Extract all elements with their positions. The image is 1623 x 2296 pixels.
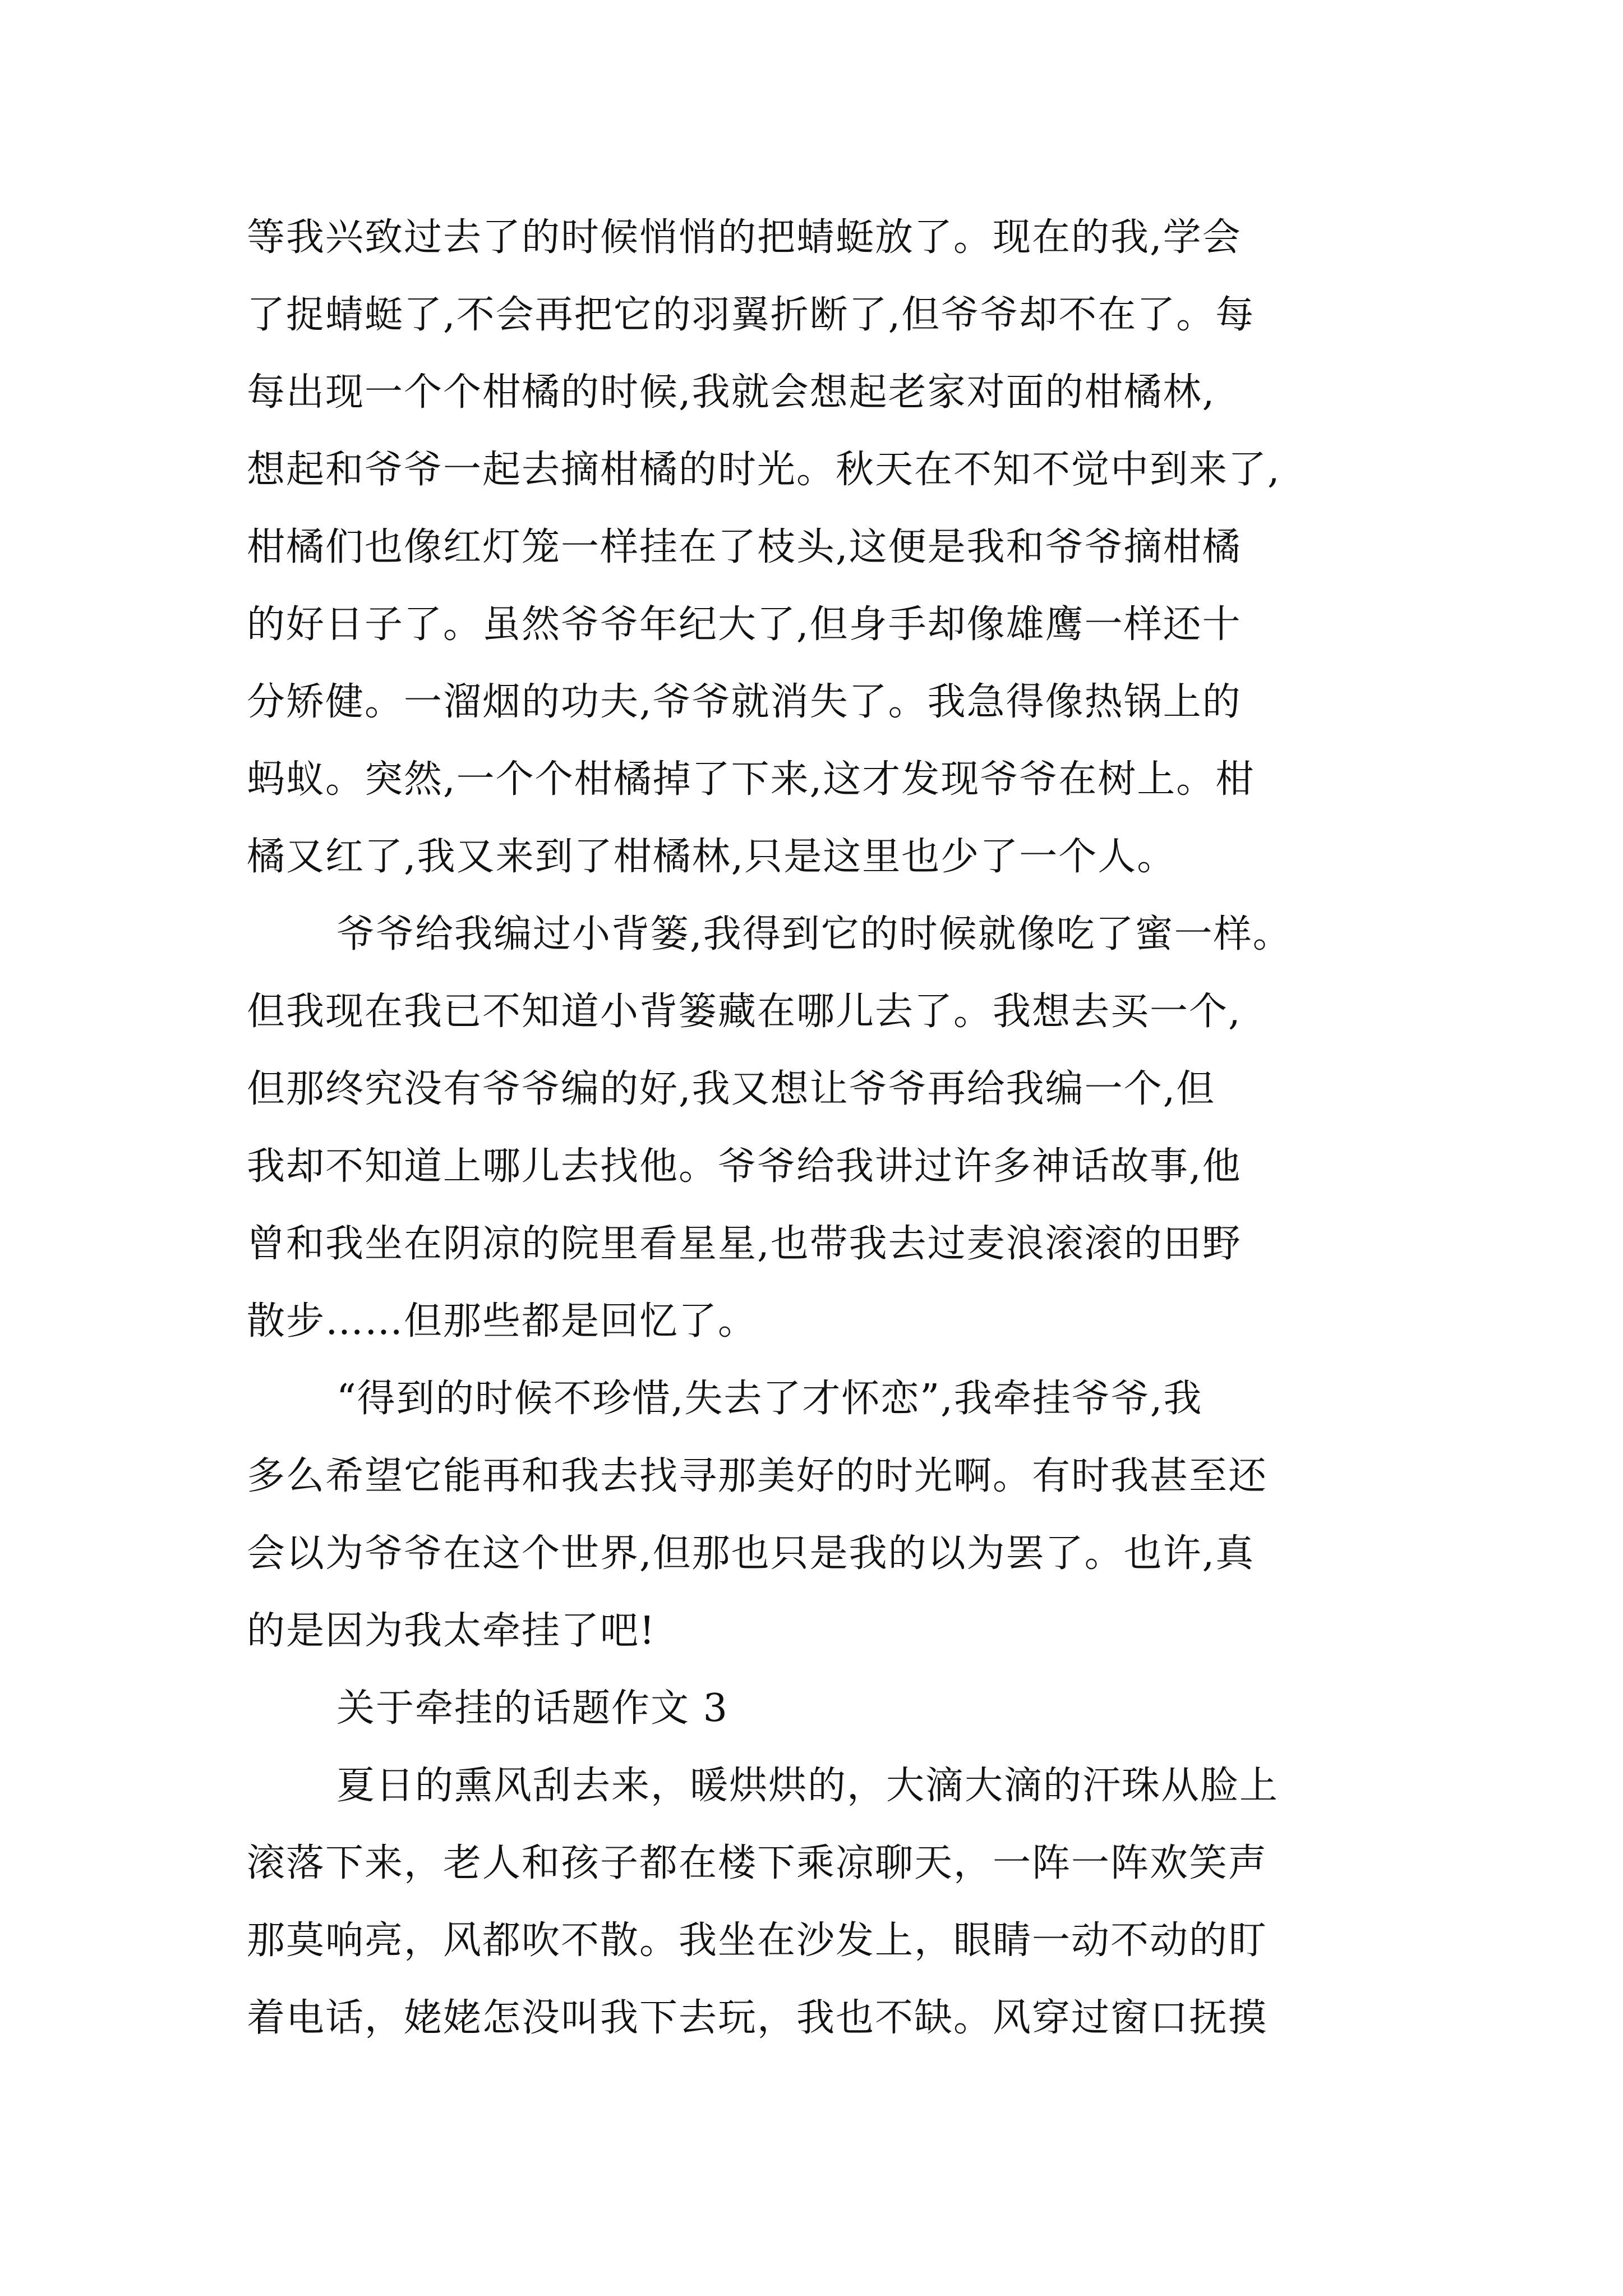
text-line: 的是因为我太牵挂了吧! bbox=[247, 1609, 656, 1653]
text-line: 分矫健。一溜烟的功夫,爷爷就消失了。我急得像热锅上的 bbox=[247, 680, 1242, 724]
text-line: 会以为爷爷在这个世界,但那也只是我的以为罢了。也许,真 bbox=[247, 1531, 1255, 1576]
text-line: 着电话，姥姥怎没叫我下去玩，我也不缺。风穿过窗口抚摸 bbox=[247, 1996, 1268, 2040]
section-heading: 关于牵挂的话题作文 3 bbox=[336, 1686, 728, 1731]
text-line: 想起和爷爷一起去摘柑橘的时光。秋天在不知不觉中到来了, bbox=[247, 448, 1281, 492]
text-line: 了捉蜻蜓了,不会再把它的羽翼折断了,但爷爷却不在了。每 bbox=[247, 293, 1255, 337]
text-line: 多么希望它能再和我去找寻那美好的时光啊。有时我甚至还 bbox=[247, 1454, 1268, 1498]
text-line: 橘又红了,我又来到了柑橘林,只是这里也少了一个人。 bbox=[247, 835, 1177, 879]
text-line: 那莫响亮，风都吹不散。我坐在沙发上，眼睛一动不动的盯 bbox=[247, 1918, 1268, 1963]
text-line: 但那终究没有爷爷编的好,我又想让爷爷再给我编一个,但 bbox=[247, 1067, 1216, 1111]
text-line: 爷爷给我编过小背篓,我得到它的时候就像吃了蜜一样。 bbox=[336, 912, 1292, 956]
text-line: 夏日的熏风刮去来，暖烘烘的，大滴大滴的汗珠从脸上 bbox=[336, 1764, 1279, 1808]
text-line: 等我兴致过去了的时候悄悄的把蜻蜓放了。现在的我,学会 bbox=[247, 215, 1242, 260]
text-line: 我却不知道上哪儿去找他。爷爷给我讲过许多神话故事,他 bbox=[247, 1144, 1242, 1189]
text-line: 每出现一个个柑橘的时候,我就会想起老家对面的柑橘林, bbox=[247, 370, 1216, 415]
text-line: 散步……但那些都是回忆了。 bbox=[247, 1299, 758, 1343]
text-line: 柑橘们也像红灯笼一样挂在了枝头,这便是我和爷爷摘柑橘 bbox=[247, 525, 1242, 569]
text-line: 的好日子了。虽然爷爷年纪大了,但身手却像雄鹰一样还十 bbox=[247, 602, 1242, 647]
text-line: 蚂蚁。突然,一个个柑橘掉了下来,这才发现爷爷在树上。柑 bbox=[247, 757, 1255, 802]
text-line: 但我现在我已不知道小背篓藏在哪儿去了。我想去买一个, bbox=[247, 990, 1242, 1034]
text-line: 滚落下来，老人和孩子都在楼下乘凉聊天，一阵一阵欢笑声 bbox=[247, 1841, 1268, 1885]
text-line: 曾和我坐在阴凉的院里看星星,也带我去过麦浪滚滚的田野 bbox=[247, 1222, 1242, 1266]
text-line: “得到的时候不珍惜,失去了才怀恋”,我牵挂爷爷,我 bbox=[336, 1377, 1203, 1421]
